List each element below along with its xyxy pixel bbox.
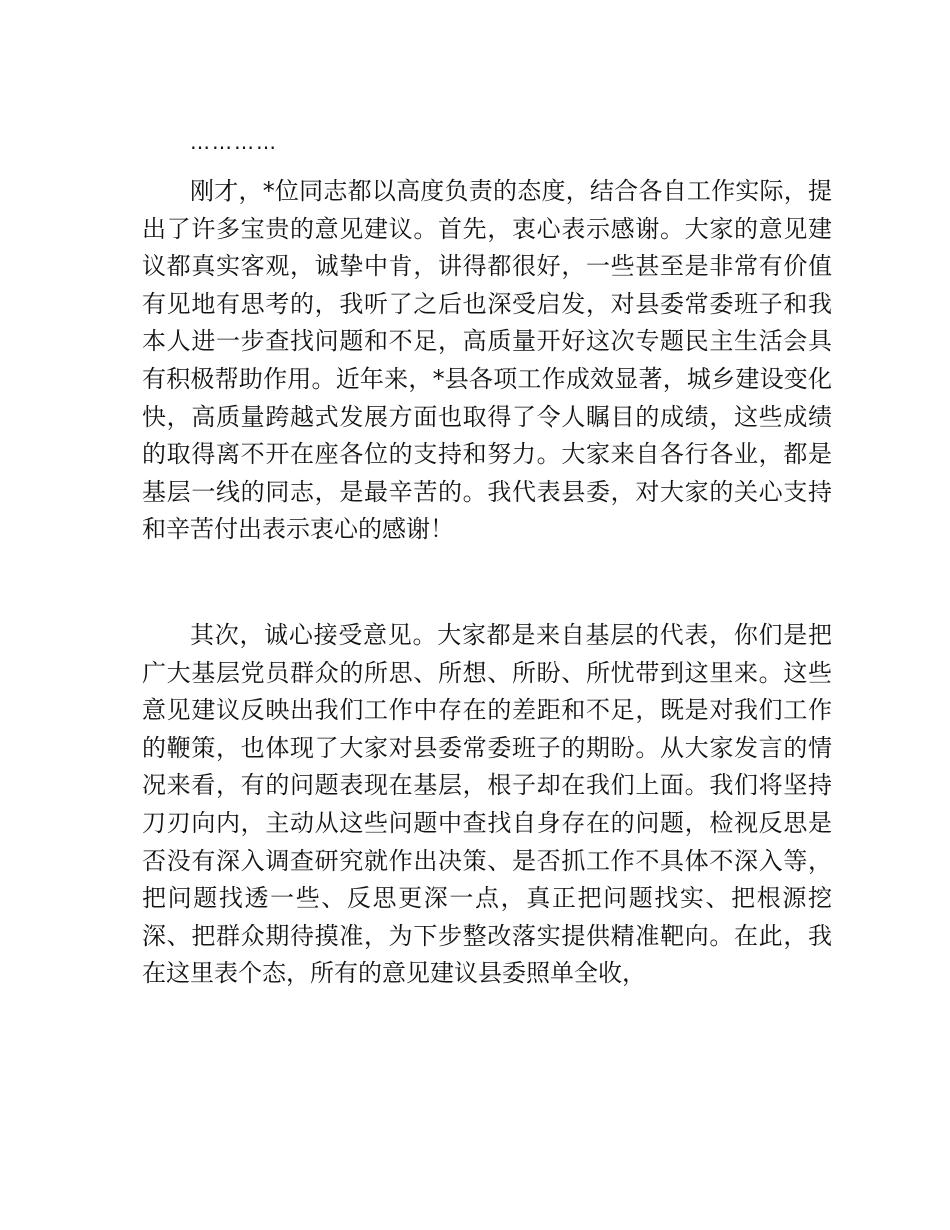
ellipsis-line: ………… (190, 130, 278, 154)
paragraph-accept-opinions: 其次，诚心接受意见。大家都是来自基层的代表，你们是把广大基层党员群众的所思、所想、所盼、所忧带到这里来。这些意见建议反映出我们工作中存在的差距和不足，既是对我们工作的鞭策，也体现了大家对县委常委班子的期盼。从大家发言的情况来看，有的问题表现在基层，根子却在我们上面。我们将坚持刀刃向内，主动从这些问题中查找自身存在的问题，检视反思是否没有深入调查研究就作出决策、是否抓工作不具体不深入等，把问题找透一些、反思更深一点，真正把问题找实、把根源挖深、把群众期待摸准，为下步整改落实提供精准靶向。在此，我在这里表个态，所有的意见建议县委照单全收， (142, 621, 832, 988)
paragraph-thanks: 刚才，*位同志都以高度负责的态度，结合各自工作实际，提出了许多宝贵的意见建议。首先，衷心表示感谢。大家的意见建议都真实客观，诚挚中肯，讲得都很好，一些甚至是非常有价值有见地有思考的，我听了之后也深受启发，对县委常委班子和我本人进一步查找问题和不足，高质量开好这次专题民主生活会具有积极帮助作用。近年来，*县各项工作成效显著，城乡建设变化快，高质量跨越式发展方面也取得了令人瞩目的成绩，这些成绩的取得离不开在座各位的支持和努力。大家来自各行各业，都是基层一线的同志，是最辛苦的。我代表县委，对大家的关心支持和辛苦付出表示衷心的感谢！ (142, 177, 832, 544)
